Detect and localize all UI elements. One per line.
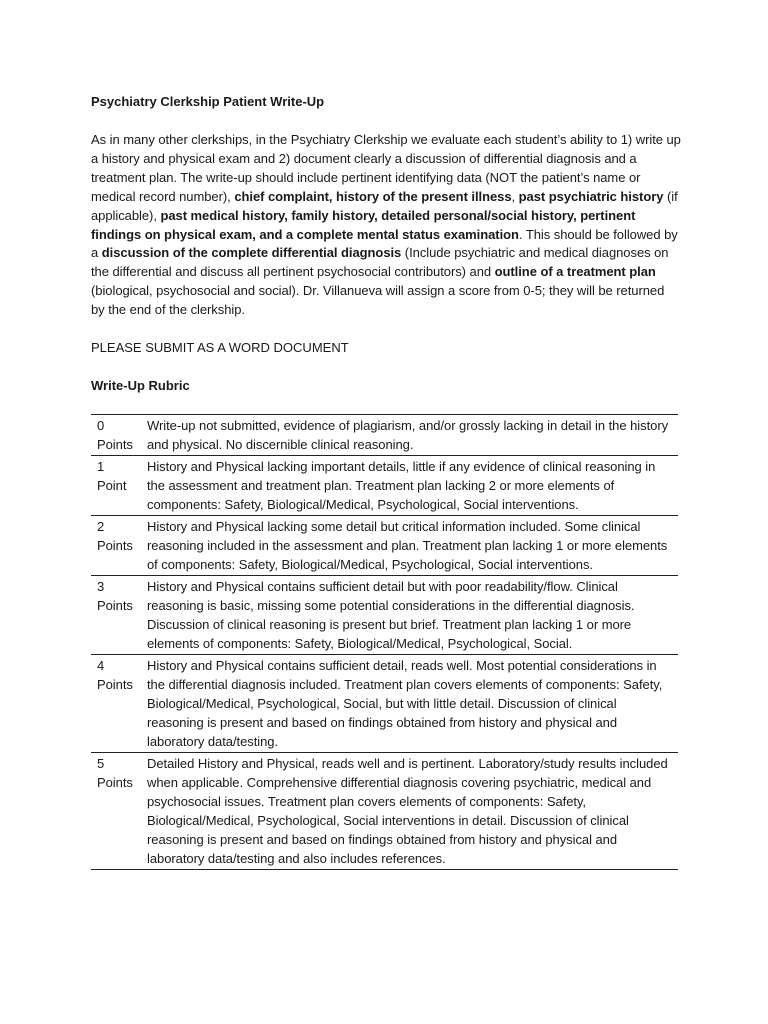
document-page [91, 93, 681, 870]
intro-text: As in many other clerkships, in the Psychiatry Clerkship we evaluate each student’s ability to 1) write up a history and physical exam and 2) document clearly a discussion of differential diagnosis and a treatment plan. The write-up should include pertinent identifying data (NOT the patient’s name or medical record number), [91, 132, 681, 204]
rubric-score [91, 516, 143, 576]
rubric-score [91, 753, 143, 870]
rubric-score [91, 456, 143, 516]
score-unit: Points [97, 598, 133, 614]
document-title: Psychiatry Clerkship Patient Write-Up [91, 94, 325, 109]
score-unit: Point [97, 478, 127, 494]
intro-emphasis: past psychiatric history [518, 188, 664, 204]
rubric-score [91, 576, 143, 655]
intro-text: , [511, 188, 519, 204]
intro-text: (biological, psychosocial and social). Dr. Villanueva will assign a score from 0-5; they will be returned by the end of the clerkship. [91, 283, 665, 318]
rubric-description: History and Physical lacking important details, little if any evidence of clinical reasoning in the assessment and treatment plan. Treatment plan lacking 2 or more elements of components: Safety, Biological/Medical, Psychological, Social interventions. [143, 456, 678, 516]
rubric-table [91, 414, 678, 870]
intro-paragraph [91, 131, 681, 320]
score-number: 1 [97, 459, 105, 475]
intro-emphasis: chief complaint, history of the present illness [234, 188, 512, 204]
rubric-row [91, 576, 678, 655]
intro-emphasis: outline of a treatment plan [494, 264, 656, 280]
intro-emphasis: discussion of the complete differential diagnosis [101, 245, 402, 261]
rubric-row [91, 456, 678, 516]
rubric-score [91, 655, 143, 753]
rubric-description: Detailed History and Physical, reads well and is pertinent. Laboratory/study results included when applicable. Comprehensive differential diagnosis covering psychiatric, medical and psychosocial issues. Treatment plan covers elements of components: Safety, Biological/Medical, Psychological, Social interventions in detail. Discussion of clinical reasoning is present and based on findings obtained from history and physical and laboratory data/testing and also includes references. [143, 753, 678, 870]
submission-notice: PLEASE SUBMIT AS A WORD DOCUMENT [91, 340, 349, 356]
intro-text: (Include psychiatric and medical diagnoses on the differential and discuss all pertinent psychosocial contributors) and [91, 245, 669, 280]
rubric-row [91, 415, 678, 456]
rubric-description: History and Physical contains sufficient detail, reads well. Most potential considerations in the differential diagnosis included. Treatment plan covers elements of components: Safety, Biological/Medical, Psychological, Social, but with little detail. Discussion of clinical reasoning is present and based on findings obtained from history and physical and laboratory data/testing. [143, 655, 678, 753]
score-number: 3 [97, 579, 105, 595]
rubric-description: History and Physical lacking some detail but critical information included. Some clinical reasoning included in the assessment and plan. Treatment plan lacking 1 or more elements of components: Safety, Biological/Medical, Psychological, Social interventions. [143, 516, 678, 576]
score-number: 2 [97, 519, 105, 535]
rubric-row [91, 516, 678, 576]
rubric-description: History and Physical contains sufficient detail but with poor readability/flow. Clinical reasoning is basic, missing some potential considerations in the differential diagnosis. Discussion of clinical reasoning is present but brief. Treatment plan lacking 1 or more elements of components: Safety, Biological/Medical, Psychological, Social. [143, 576, 678, 655]
intro-text: . This should be followed by a [91, 226, 678, 261]
score-number: 0 [97, 418, 105, 434]
score-number: 5 [97, 756, 105, 772]
rubric-score [91, 415, 143, 456]
score-unit: Points [97, 775, 133, 791]
intro-text: (if applicable), [91, 188, 678, 223]
score-unit: Points [97, 538, 133, 554]
score-unit: Points [97, 437, 133, 453]
rubric-row [91, 753, 678, 870]
score-number: 4 [97, 658, 105, 674]
score-unit: Points [97, 677, 133, 693]
rubric-description: Write-up not submitted, evidence of plagiarism, and/or grossly lacking in detail in the history and physical. No discernible clinical reasoning. [143, 415, 678, 456]
rubric-row [91, 655, 678, 753]
intro-emphasis: past medical history, family history, detailed personal/social history, pertinent findings on physical exam, and a complete mental status examination [91, 207, 636, 242]
rubric-heading: Write-Up Rubric [91, 378, 190, 394]
